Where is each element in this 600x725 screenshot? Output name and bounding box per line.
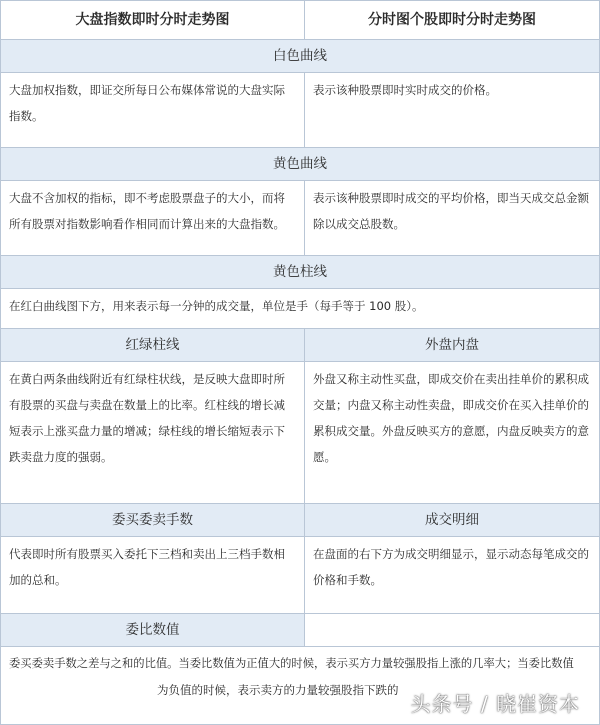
section-title-white-curve: 白色曲线: [0, 39, 600, 73]
section-title-yellow-curve: 黄色曲线: [0, 147, 600, 181]
section-title-order-ratio-blank: [304, 613, 600, 647]
trade-details-desc: 在盘面的右下方为成交明细显示，显示动态每笔成交的价格和手数。: [304, 536, 600, 614]
header-left: 大盘指数即时分时走势图: [0, 0, 305, 40]
section-title-order-ratio: 委比数值: [0, 613, 305, 647]
red-green-bars-desc: 在黄白两条曲线附近有红绿柱状线，是反映大盘即时所有股票的买盘与卖盘在数量上的比率。红柱线的增长减短表示上涨买盘力量的增减；绿柱线的增长缩短表示下跌卖盘力度的强弱。: [0, 361, 305, 504]
section-title-yellow-bars: 黄色柱线: [0, 255, 600, 289]
order-ratio-desc-line1: 委买委卖手数之差与之和的比值。当委比数值为正值大的时候，表示买方力量较强股指上涨的几率大；当委比数值: [9, 657, 574, 670]
yellow-curve-index-desc: 大盘不含加权的指标，即不考虑股票盘子的大小，而将所有股票对指数影响看作相同而计算出来的大盘指数。: [0, 180, 305, 256]
section-title-bid-ask-volume: 委买委卖手数: [0, 503, 305, 537]
watermark: 头条号 / 晓崔资本: [410, 692, 580, 716]
order-ratio-desc-line2: 为负值的时候，表示卖方的力量较强股指下跌的: [157, 683, 399, 697]
white-curve-index-desc: 大盘加权指数，即证交所每日公布媒体常说的大盘实际指数。: [0, 72, 305, 148]
yellow-bars-desc: 在红白曲线图下方，用来表示每一分钟的成交量，单位是手（每手等于 100 股）。: [0, 288, 600, 329]
outer-inner-desc: 外盘又称主动性买盘，即成交价在卖出挂单价的累积成交量；内盘又称主动性卖盘，即成交价在买入挂单价的累积成交量。外盘反映买方的意愿，内盘反映卖方的意愿。: [304, 361, 600, 504]
section-title-trade-details: 成交明细: [304, 503, 600, 537]
section-title-red-green-bars: 红绿柱线: [0, 328, 305, 362]
yellow-curve-stock-desc: 表示该种股票即时成交的平均价格，即当天成交总金额除以成交总股数。: [304, 180, 600, 256]
bid-ask-volume-desc: 代表即时所有股票买入委托下三档和卖出上三档手数相加的总和。: [0, 536, 305, 614]
white-curve-stock-desc: 表示该种股票即时实时成交的价格。: [304, 72, 600, 148]
section-title-outer-inner: 外盘内盘: [304, 328, 600, 362]
header-right: 分时图个股即时分时走势图: [304, 0, 600, 40]
